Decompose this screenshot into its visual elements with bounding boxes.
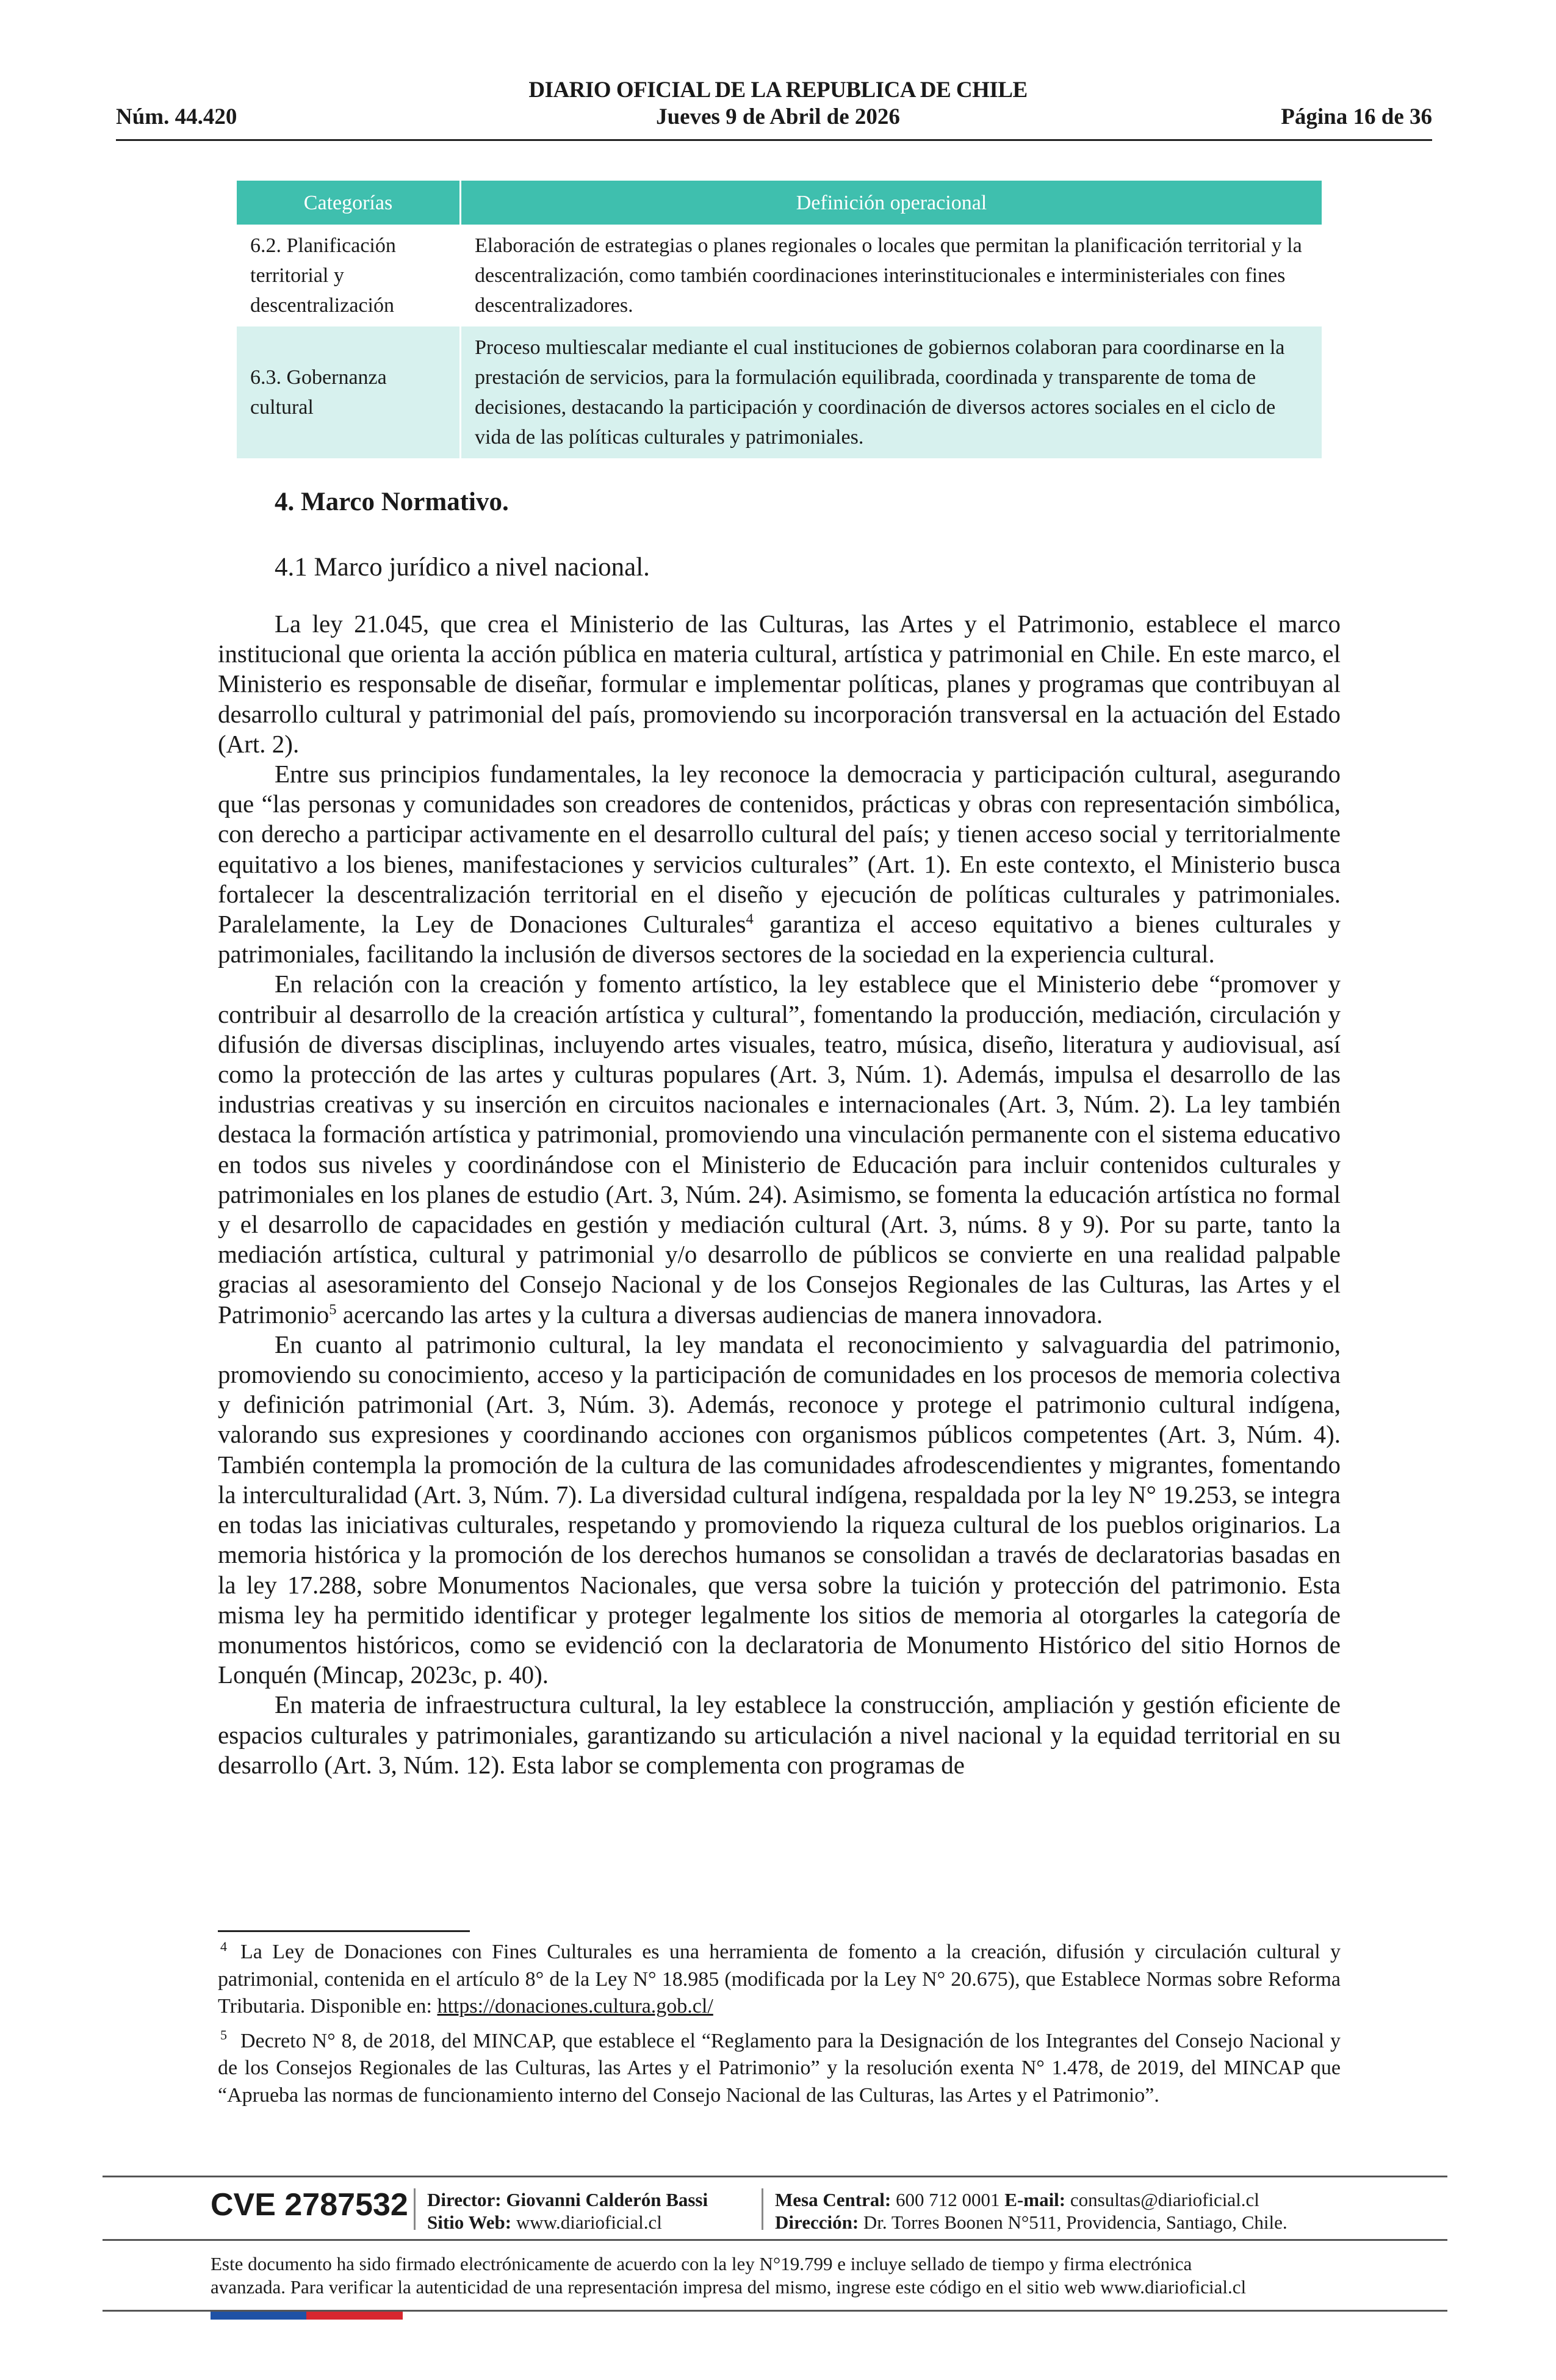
newspaper-title: DIARIO OFICIAL DE LA REPUBLICA DE CHILE <box>528 78 1028 103</box>
footer-mid-divider <box>103 2239 1447 2241</box>
phone-value: 600 712 0001 <box>896 2189 1000 2210</box>
paragraph <box>218 969 1341 1329</box>
issue-date: Jueves 9 de Abril de 2026 <box>656 104 900 129</box>
category-cell: 6.2. Planificación territorial y descentralización <box>237 225 461 326</box>
donaciones-link[interactable]: https://donaciones.cultura.gob.cl/ <box>437 1995 713 2018</box>
legal-notice <box>211 2252 1321 2299</box>
issue-number: Núm. 44.420 <box>116 104 237 129</box>
footnote-text: La Ley de Donaciones con Fines Culturales es una herramienta de fomento a la creación, difusión y circulación cultural y patrimonial, contenida en el artículo 8° de la Ley N° 18.985 (modificada por la Ley N° 20.675), que Establece Normas sobre Reforma Tributaria. Disponible en: <box>218 1941 1341 2018</box>
footnote-mark: 4 <box>220 1938 227 1954</box>
definition-cell: Elaboración de estrategias o planes regionales o locales que permitan la planificación territorial y la descentralización, como también coordinaciones interinstitucionales e interministeriales con fines descentralizadores. <box>461 225 1322 326</box>
footnote-mark: 5 <box>220 2027 227 2043</box>
header-divider <box>116 139 1432 141</box>
column-header-categories: Categorías <box>237 181 461 225</box>
website-label: Sitio Web: <box>427 2212 512 2233</box>
flag-stripe-red <box>306 2312 403 2320</box>
footnote-ref[interactable]: 5 <box>329 1301 337 1318</box>
column-header-definition: Definición operacional <box>461 181 1322 225</box>
table-header-row <box>237 181 1322 225</box>
flag-stripe-blue <box>211 2312 306 2320</box>
footer-contact-block <box>775 2188 1288 2234</box>
phone-label: Mesa Central: <box>775 2189 891 2210</box>
footnote <box>218 2028 1341 2110</box>
address-value: Dr. Torres Boonen N°511, Providencia, Santiago, Chile. <box>863 2212 1288 2233</box>
director-name: Giovanni Calderón Bassi <box>506 2189 708 2210</box>
category-cell: 6.3. Gobernanza cultural <box>237 326 461 458</box>
paragraph-text: acercando las artes y la cultura a diversas audiencias de manera innovadora. <box>336 1300 1103 1329</box>
page-number: Página 16 de 36 <box>1281 104 1432 129</box>
paragraph <box>218 759 1341 969</box>
footnote-divider <box>218 1930 470 1932</box>
paragraph-text: garantiza el acceso equitativo a bienes culturales y patrimoniales, facilitando la inclusión de diversos sectores de la sociedad en la experiencia cultural. <box>218 910 1341 968</box>
paragraph-text: Entre sus principios fundamentales, la ley reconoce la democracia y participación cultural, asegurando que “las personas y comunidades son creadores de contenidos, prácticas y obras con representación simbólica, con derecho a participar activamente en el desarrollo cultural del país; y tienen acceso social y territorialmente equitativo a los bienes, manifestaciones y servicios culturales” (Art. 1). En este contexto, el Ministerio busca fortalecer la descentralización territorial en el diseño y ejecución de políticas culturales y patrimoniales. Paralelamente, la Ley de Donaciones Culturales <box>218 760 1341 939</box>
footer-director-block <box>427 2188 708 2234</box>
paragraph: En materia de infraestructura cultural, la ley establece la construcción, ampliación y gestión eficiente de espacios culturales y patrimoniales, garantizando su articulación a nivel nacional y la equidad territorial en su desarrollo (Art. 3, Núm. 12). Esta labor se complementa con programas de <box>218 1690 1341 1779</box>
address-label: Dirección: <box>775 2212 859 2233</box>
body-text <box>218 609 1341 1780</box>
definition-cell: Proceso multiescalar mediante el cual instituciones de gobiernos colaboran para coordinarse en la prestación de servicios, para la formulación equilibrada, coordinada y transparente de toma de decisiones, destacando la participación y coordinación de diversos actores sociales en el ciclo de vida de las políticas culturales y patrimoniales. <box>461 326 1322 458</box>
footer-separator <box>762 2188 763 2230</box>
cve-code: CVE 2787532 <box>211 2187 408 2223</box>
categories-table <box>237 181 1322 458</box>
table-row <box>237 225 1322 326</box>
footer-top-divider <box>103 2176 1447 2177</box>
email-value[interactable]: consultas@diarioficial.cl <box>1070 2189 1259 2210</box>
footnote-text: Decreto N° 8, de 2018, del MINCAP, que establece el “Reglamento para la Designación de los Integrantes del Consejo Nacional y de los Consejos Regionales de las Culturas, las Artes y el Patrimonio” y la resolución exenta N° 1.478, de 2019, del MINCAP que “Aprueba las normas de funcionamiento interno del Consejo Nacional de las Culturas, las Artes y el Patrimonio”. <box>218 2029 1341 2107</box>
table-row <box>237 326 1322 458</box>
director-label: Director: <box>427 2189 502 2210</box>
footnotes <box>218 1939 1341 2116</box>
legal-line: avanzada. Para verificar la autenticidad de una representación impresa del mismo, ingrese este código en el sitio web www.diarioficial.cl <box>211 2276 1247 2298</box>
paragraph: En cuanto al patrimonio cultural, la ley mandata el reconocimiento y salvaguardia del patrimonio, promoviendo su conocimiento, acceso y la participación de comunidades en los procesos de memoria colectiva y definición patrimonial (Art. 3, Núm. 3). Además, reconoce y protege el patrimonio cultural indígena, valorando sus expresiones y coordinando acciones con organismos públicos competentes (Art. 3, Núm. 4). También contempla la promoción de la cultura de las comunidades afrodescendientes y migrantes, fomentando la interculturalidad (Art. 3, Núm. 7). La diversidad cultural indígena, respaldada por la ley N° 19.253, se integra en todas las iniciativas culturales, respetando y promoviendo la riqueza cultural de los pueblos originarios. La memoria histórica y la promoción de los derechos humanos se consolidan a través de declaratorias basadas en la ley 17.288, sobre Monumentos Nacionales, que versa sobre la tuición y protección del patrimonio. Esta misma ley ha permitido identificar y proteger legalmente los sitios de memoria al otorgarles la categoría de monumentos históricos, como se evidenció con la declaratoria de Monumento Histórico del sitio Hornos de Lonquén (Mincap, 2023c, p. 40). <box>218 1330 1341 1689</box>
subsection-heading: 4.1 Marco jurídico a nivel nacional. <box>275 553 650 582</box>
footer-separator <box>414 2188 416 2230</box>
footnote-ref[interactable]: 4 <box>746 911 754 928</box>
footnote <box>218 1939 1341 2021</box>
paragraph: La ley 21.045, que crea el Ministerio de las Culturas, las Artes y el Patrimonio, establece el marco institucional que orienta la acción pública en materia cultural, artística y patrimonial en Chile. En este marco, el Ministerio es responsable de diseñar, formular e implementar políticas, planes y programas que contribuyan al desarrollo cultural y patrimonial del país, promoviendo su incorporación transversal en la actuación del Estado (Art. 2). <box>218 610 1341 758</box>
legal-line: Este documento ha sido firmado electrónicamente de acuerdo con la ley N°19.799 e incluye sellado de tiempo y firma electrónica <box>211 2253 1192 2274</box>
paragraph-text: En relación con la creación y fomento artístico, la ley establece que el Ministerio debe “promover y contribuir al desarrollo de la creación artística y cultural”, fomentando la producción, mediación, circulación y difusión de diversas disciplinas, incluyendo artes visuales, teatro, música, diseño, literatura y audiovisual, así como la protección de las artes y culturas populares (Art. 3, Núm. 1). Además, impulsa el desarrollo de las industrias creativas y su inserción en circuitos nacionales e internacionales (Art. 3, Núm. 2). La ley también destaca la formación artística y patrimonial, promoviendo una vinculación permanente con el sistema educativo en todos sus niveles y coordinándose con el Ministerio de Educación para incluir contenidos culturales y patrimoniales en los planes de estudio (Art. 3, Núm. 24). Asimismo, se fomenta la educación artística no formal y el desarrollo de capacidades en gestión y mediación cultural (Art. 3, núms. 8 y 9). Por su parte, tanto la mediación artística, cultural y patrimonial y/o desarrollo de públicos se convierte en una realidad palpable gracias al asesoramiento del Consejo Nacional y de los Consejos Regionales de las Culturas, las Artes y el Patrimonio <box>218 970 1341 1329</box>
email-label: E-mail: <box>1004 2189 1066 2210</box>
website-value[interactable]: www.diarioficial.cl <box>516 2212 662 2233</box>
section-heading: 4. Marco Normativo. <box>275 488 509 516</box>
